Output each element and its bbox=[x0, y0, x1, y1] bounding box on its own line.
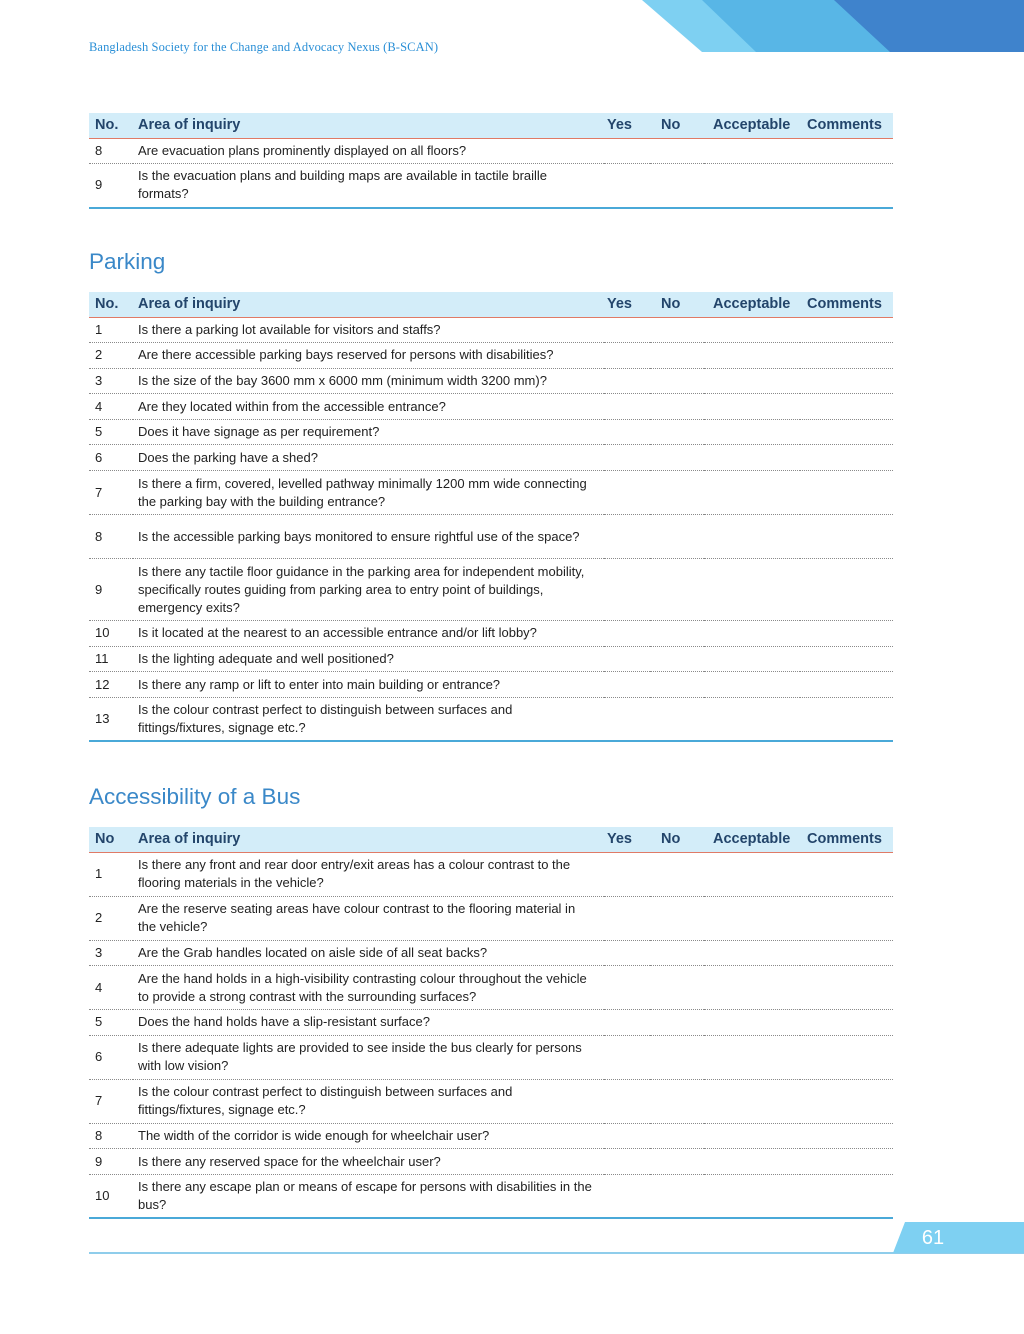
table-row bbox=[89, 646, 893, 672]
yes-cell bbox=[604, 1174, 650, 1218]
acceptable-cell bbox=[704, 1035, 800, 1079]
inquiry-text: Does it have signage as per requirement? bbox=[133, 419, 604, 445]
acceptable-cell bbox=[704, 394, 800, 420]
comments-cell bbox=[800, 1174, 893, 1218]
bus-table bbox=[89, 827, 893, 1219]
col-header-acceptable: Acceptable bbox=[704, 292, 800, 317]
comments-cell bbox=[800, 1035, 893, 1079]
row-number: 2 bbox=[89, 896, 133, 940]
acceptable-cell bbox=[704, 697, 800, 741]
comments-cell bbox=[800, 852, 893, 896]
row-number: 2 bbox=[89, 343, 133, 369]
yes-cell bbox=[604, 1123, 650, 1149]
comments-cell bbox=[800, 1079, 893, 1123]
row-number: 10 bbox=[89, 621, 133, 647]
yes-cell bbox=[604, 646, 650, 672]
row-number: 1 bbox=[89, 852, 133, 896]
inquiry-text: Are the reserve seating areas have colour contrast to the flooring material in the vehicle? bbox=[133, 896, 604, 940]
yes-cell bbox=[604, 164, 650, 208]
inquiry-text: Is there adequate lights are provided to see inside the bus clearly for persons with low vision? bbox=[133, 1035, 604, 1079]
table-header-row bbox=[89, 827, 893, 852]
yes-cell bbox=[604, 621, 650, 647]
no-cell bbox=[650, 343, 704, 369]
table-row bbox=[89, 621, 893, 647]
acceptable-cell bbox=[704, 445, 800, 471]
row-number: 1 bbox=[89, 317, 133, 343]
acceptable-cell bbox=[704, 646, 800, 672]
parking-section-title: Parking bbox=[89, 249, 166, 274]
table-row bbox=[89, 164, 893, 208]
inquiry-text: Are there accessible parking bays reserved for persons with disabilities? bbox=[133, 343, 604, 369]
acceptable-cell bbox=[704, 559, 800, 621]
acceptable-cell bbox=[704, 672, 800, 698]
inquiry-text: Are the hand holds in a high-visibility contrasting colour throughout the vehicle to provide a strong contrast with the surrounding surfaces? bbox=[133, 966, 604, 1010]
yes-cell bbox=[604, 445, 650, 471]
table-header-row bbox=[89, 113, 893, 138]
comments-cell bbox=[800, 471, 893, 515]
col-header-no-answer: No bbox=[650, 827, 704, 852]
no-cell bbox=[650, 896, 704, 940]
no-cell bbox=[650, 419, 704, 445]
inquiry-text: Is there a parking lot available for visitors and staffs? bbox=[133, 317, 604, 343]
comments-cell bbox=[800, 1149, 893, 1175]
yes-cell bbox=[604, 1035, 650, 1079]
yes-cell bbox=[604, 697, 650, 741]
comments-cell bbox=[800, 621, 893, 647]
acceptable-cell bbox=[704, 317, 800, 343]
table-row bbox=[89, 368, 893, 394]
col-header-yes: Yes bbox=[604, 113, 650, 138]
comments-cell bbox=[800, 343, 893, 369]
row-number: 5 bbox=[89, 1010, 133, 1036]
acceptable-cell bbox=[704, 471, 800, 515]
organization-header: Bangladesh Society for the Change and Advocacy Nexus (B-SCAN) bbox=[89, 40, 439, 54]
no-cell bbox=[650, 672, 704, 698]
comments-cell bbox=[800, 672, 893, 698]
table-row bbox=[89, 559, 893, 621]
inquiry-text: Is the evacuation plans and building maps are available in tactile braille formats? bbox=[133, 164, 604, 208]
no-cell bbox=[650, 621, 704, 647]
row-number: 8 bbox=[89, 515, 133, 559]
yes-cell bbox=[604, 559, 650, 621]
row-number: 9 bbox=[89, 559, 133, 621]
row-number: 9 bbox=[89, 164, 133, 208]
yes-cell bbox=[604, 471, 650, 515]
yes-cell bbox=[604, 672, 650, 698]
table-row bbox=[89, 394, 893, 420]
acceptable-cell bbox=[704, 1149, 800, 1175]
acceptable-cell bbox=[704, 966, 800, 1010]
yes-cell bbox=[604, 1079, 650, 1123]
no-cell bbox=[650, 445, 704, 471]
inquiry-text: Is there any escape plan or means of escape for persons with disabilities in the bus? bbox=[133, 1174, 604, 1218]
corner-decoration bbox=[620, 0, 1024, 52]
inquiry-text: Are the Grab handles located on aisle side of all seat backs? bbox=[133, 940, 604, 966]
yes-cell bbox=[604, 419, 650, 445]
col-header-no-answer: No bbox=[650, 113, 704, 138]
table-row bbox=[89, 1079, 893, 1123]
page-number-tab bbox=[893, 1222, 1024, 1253]
acceptable-cell bbox=[704, 368, 800, 394]
comments-cell bbox=[800, 394, 893, 420]
inquiry-text: Is there any reserved space for the wheelchair user? bbox=[133, 1149, 604, 1175]
table-row bbox=[89, 940, 893, 966]
comments-cell bbox=[800, 1010, 893, 1036]
no-cell bbox=[650, 1123, 704, 1149]
inquiry-text: Are they located within from the accessible entrance? bbox=[133, 394, 604, 420]
comments-cell bbox=[800, 646, 893, 672]
col-header-acceptable: Acceptable bbox=[704, 113, 800, 138]
col-header-acceptable: Acceptable bbox=[704, 827, 800, 852]
table-row bbox=[89, 138, 893, 164]
comments-cell bbox=[800, 966, 893, 1010]
acceptable-cell bbox=[704, 515, 800, 559]
col-header-area: Area of inquiry bbox=[133, 827, 604, 852]
row-number: 8 bbox=[89, 1123, 133, 1149]
acceptable-cell bbox=[704, 1174, 800, 1218]
inquiry-text: Is there a firm, covered, levelled pathway minimally 1200 mm wide connecting the parking bay with the building entrance? bbox=[133, 471, 604, 515]
yes-cell bbox=[604, 896, 650, 940]
yes-cell bbox=[604, 852, 650, 896]
no-cell bbox=[650, 317, 704, 343]
inquiry-text: Is there any front and rear door entry/exit areas has a colour contrast to the flooring materials in the vehicle? bbox=[133, 852, 604, 896]
comments-cell bbox=[800, 317, 893, 343]
inquiry-text: Is there any ramp or lift to enter into main building or entrance? bbox=[133, 672, 604, 698]
col-header-comments: Comments bbox=[800, 827, 893, 852]
table-row bbox=[89, 1149, 893, 1175]
inquiry-text: Is the size of the bay 3600 mm x 6000 mm (minimum width 3200 mm)? bbox=[133, 368, 604, 394]
row-number: 9 bbox=[89, 1149, 133, 1175]
row-number: 8 bbox=[89, 138, 133, 164]
inquiry-text: Is the accessible parking bays monitored to ensure rightful use of the space? bbox=[133, 515, 604, 559]
inquiry-text: The width of the corridor is wide enough for wheelchair user? bbox=[133, 1123, 604, 1149]
no-cell bbox=[650, 852, 704, 896]
col-header-no: No. bbox=[89, 113, 133, 138]
col-header-no: No bbox=[89, 827, 133, 852]
table-row bbox=[89, 343, 893, 369]
inquiry-text: Is it located at the nearest to an accessible entrance and/or lift lobby? bbox=[133, 621, 604, 647]
row-number: 10 bbox=[89, 1174, 133, 1218]
yes-cell bbox=[604, 368, 650, 394]
inquiry-text: Does the hand holds have a slip-resistant surface? bbox=[133, 1010, 604, 1036]
acceptable-cell bbox=[704, 164, 800, 208]
row-number: 6 bbox=[89, 1035, 133, 1079]
no-cell bbox=[650, 1010, 704, 1036]
acceptable-cell bbox=[704, 138, 800, 164]
comments-cell bbox=[800, 368, 893, 394]
acceptable-cell bbox=[704, 343, 800, 369]
row-number: 13 bbox=[89, 697, 133, 741]
table-row bbox=[89, 1174, 893, 1218]
bus-section-title: Accessibility of a Bus bbox=[89, 784, 301, 809]
acceptable-cell bbox=[704, 621, 800, 647]
yes-cell bbox=[604, 1010, 650, 1036]
row-number: 5 bbox=[89, 419, 133, 445]
acceptable-cell bbox=[704, 940, 800, 966]
acceptable-cell bbox=[704, 896, 800, 940]
yes-cell bbox=[604, 940, 650, 966]
row-number: 4 bbox=[89, 394, 133, 420]
no-cell bbox=[650, 138, 704, 164]
no-cell bbox=[650, 471, 704, 515]
evacuation-table bbox=[89, 113, 893, 209]
no-cell bbox=[650, 515, 704, 559]
no-cell bbox=[650, 368, 704, 394]
no-cell bbox=[650, 559, 704, 621]
comments-cell bbox=[800, 559, 893, 621]
col-header-no-answer: No bbox=[650, 292, 704, 317]
row-number: 6 bbox=[89, 445, 133, 471]
parking-table bbox=[89, 292, 893, 742]
row-number: 7 bbox=[89, 1079, 133, 1123]
yes-cell bbox=[604, 343, 650, 369]
no-cell bbox=[650, 966, 704, 1010]
col-header-no: No. bbox=[89, 292, 133, 317]
table-row bbox=[89, 471, 893, 515]
acceptable-cell bbox=[704, 1123, 800, 1149]
no-cell bbox=[650, 1079, 704, 1123]
col-header-area: Area of inquiry bbox=[133, 292, 604, 317]
row-number: 3 bbox=[89, 368, 133, 394]
col-header-comments: Comments bbox=[800, 113, 893, 138]
no-cell bbox=[650, 1174, 704, 1218]
no-cell bbox=[650, 164, 704, 208]
yes-cell bbox=[604, 966, 650, 1010]
table-row bbox=[89, 1123, 893, 1149]
no-cell bbox=[650, 394, 704, 420]
row-number: 3 bbox=[89, 940, 133, 966]
acceptable-cell bbox=[704, 1010, 800, 1036]
yes-cell bbox=[604, 515, 650, 559]
col-header-yes: Yes bbox=[604, 827, 650, 852]
table-row bbox=[89, 896, 893, 940]
table-row bbox=[89, 317, 893, 343]
table-row bbox=[89, 515, 893, 559]
page-number: 61 bbox=[921, 1227, 945, 1249]
no-cell bbox=[650, 646, 704, 672]
comments-cell bbox=[800, 419, 893, 445]
table-row bbox=[89, 1010, 893, 1036]
row-number: 4 bbox=[89, 966, 133, 1010]
table-row bbox=[89, 419, 893, 445]
inquiry-text: Is the lighting adequate and well positioned? bbox=[133, 646, 604, 672]
inquiry-text: Is there any tactile floor guidance in the parking area for independent mobility, specifically routes guiding from parking area to entry point of buildings, emergency exits? bbox=[133, 559, 604, 621]
comments-cell bbox=[800, 896, 893, 940]
comments-cell bbox=[800, 1123, 893, 1149]
row-number: 12 bbox=[89, 672, 133, 698]
col-header-area: Area of inquiry bbox=[133, 113, 604, 138]
table-row bbox=[89, 697, 893, 741]
table-row bbox=[89, 1035, 893, 1079]
inquiry-text: Is the colour contrast perfect to distinguish between surfaces and fittings/fixtures, signage etc.? bbox=[133, 697, 604, 741]
row-number: 11 bbox=[89, 646, 133, 672]
yes-cell bbox=[604, 138, 650, 164]
comments-cell bbox=[800, 515, 893, 559]
yes-cell bbox=[604, 394, 650, 420]
table-row bbox=[89, 445, 893, 471]
inquiry-text: Are evacuation plans prominently displayed on all floors? bbox=[133, 138, 604, 164]
col-header-yes: Yes bbox=[604, 292, 650, 317]
no-cell bbox=[650, 1035, 704, 1079]
table-row bbox=[89, 966, 893, 1010]
comments-cell bbox=[800, 164, 893, 208]
row-number: 7 bbox=[89, 471, 133, 515]
inquiry-text: Does the parking have a shed? bbox=[133, 445, 604, 471]
acceptable-cell bbox=[704, 419, 800, 445]
table-row bbox=[89, 852, 893, 896]
yes-cell bbox=[604, 1149, 650, 1175]
table-header-row bbox=[89, 292, 893, 317]
footer-rule bbox=[89, 1252, 1024, 1254]
comments-cell bbox=[800, 697, 893, 741]
no-cell bbox=[650, 697, 704, 741]
acceptable-cell bbox=[704, 852, 800, 896]
comments-cell bbox=[800, 138, 893, 164]
comments-cell bbox=[800, 445, 893, 471]
no-cell bbox=[650, 940, 704, 966]
inquiry-text: Is the colour contrast perfect to distinguish between surfaces and fittings/fixtures, signage etc.? bbox=[133, 1079, 604, 1123]
yes-cell bbox=[604, 317, 650, 343]
acceptable-cell bbox=[704, 1079, 800, 1123]
comments-cell bbox=[800, 940, 893, 966]
col-header-comments: Comments bbox=[800, 292, 893, 317]
table-row bbox=[89, 672, 893, 698]
no-cell bbox=[650, 1149, 704, 1175]
